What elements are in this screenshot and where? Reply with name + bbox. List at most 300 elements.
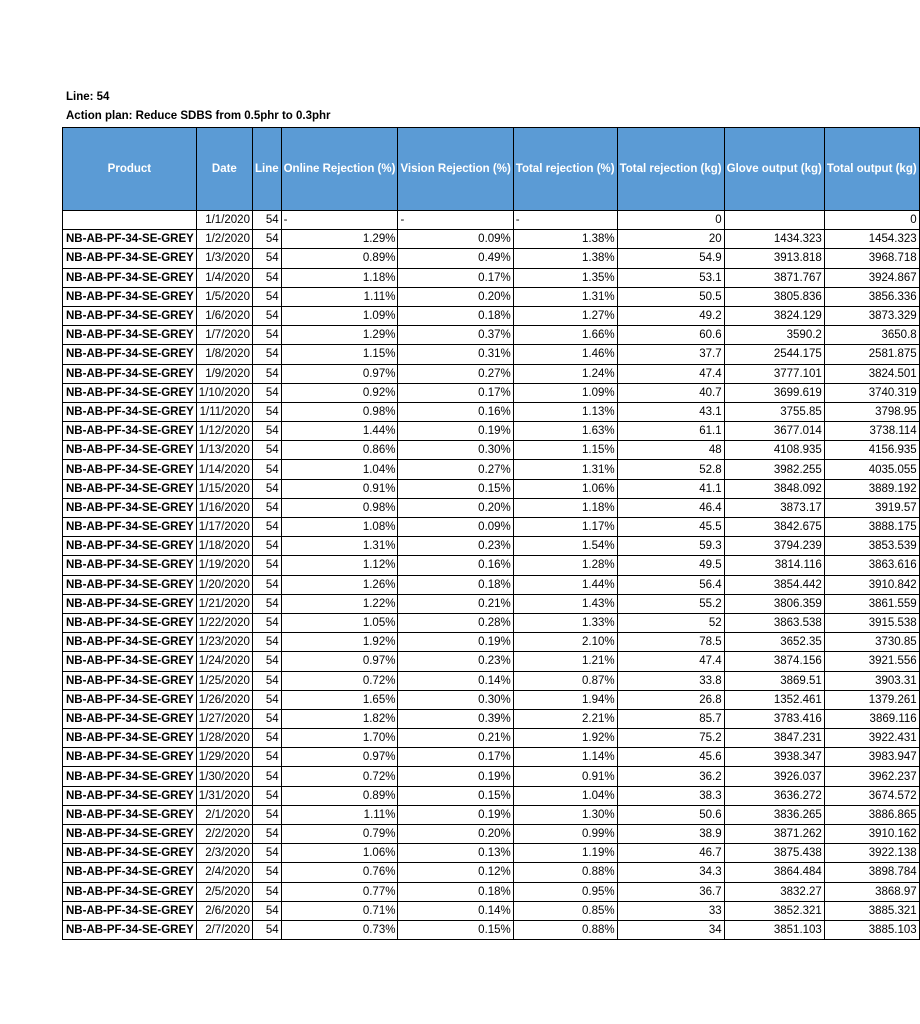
cell-online-rejection: 0.86%: [281, 441, 398, 460]
cell-glove-output: 3852.321: [724, 901, 824, 920]
cell-vision-rejection: 0.49%: [398, 249, 513, 268]
cell-date: 1/28/2020: [196, 729, 252, 748]
cell-total-rejection-pct: 1.35%: [513, 268, 617, 287]
cell-line: 54: [252, 633, 281, 652]
cell-line: 54: [252, 460, 281, 479]
cell-total-output: 3910.162: [824, 825, 919, 844]
table-row: [63, 709, 920, 728]
cell-total-rejection-pct: -: [513, 211, 617, 230]
header-line: Line: [252, 128, 281, 211]
table-row: [63, 652, 920, 671]
cell-vision-rejection: 0.09%: [398, 518, 513, 537]
cell-vision-rejection: 0.13%: [398, 844, 513, 863]
cell-line: 54: [252, 364, 281, 383]
cell-glove-output: 3869.51: [724, 671, 824, 690]
cell-vision-rejection: 0.14%: [398, 901, 513, 920]
cell-total-output: 3983.947: [824, 748, 919, 767]
cell-line: 54: [252, 805, 281, 824]
cell-total-rejection-kg: 50.5: [617, 287, 724, 306]
header-vision-rejection: Vision Rejection (%): [398, 128, 513, 211]
table-row: [63, 633, 920, 652]
cell-glove-output: 3874.156: [724, 652, 824, 671]
cell-total-rejection-kg: 33: [617, 901, 724, 920]
table-row: [63, 364, 920, 383]
cell-date: 1/14/2020: [196, 460, 252, 479]
cell-date: 1/6/2020: [196, 306, 252, 325]
cell-glove-output: 3836.265: [724, 805, 824, 824]
cell-online-rejection: 1.08%: [281, 518, 398, 537]
cell-total-rejection-pct: 1.33%: [513, 613, 617, 632]
cell-line: 54: [252, 594, 281, 613]
cell-total-rejection-kg: 36.7: [617, 882, 724, 901]
cell-product: NB-AB-PF-34-SE-GREY: [63, 825, 197, 844]
cell-online-rejection: 0.92%: [281, 383, 398, 402]
header-glove-output: Glove output (kg): [724, 128, 824, 211]
cell-online-rejection: 1.29%: [281, 326, 398, 345]
table-row: [63, 479, 920, 498]
cell-total-rejection-pct: 1.06%: [513, 479, 617, 498]
cell-line: 54: [252, 441, 281, 460]
cell-glove-output: 3794.239: [724, 537, 824, 556]
header-total-rejection-kg: Total rejection (kg): [617, 128, 724, 211]
cell-total-rejection-kg: 26.8: [617, 690, 724, 709]
cell-glove-output: 3783.416: [724, 709, 824, 728]
cell-line: 54: [252, 402, 281, 421]
cell-glove-output: 3863.538: [724, 613, 824, 632]
cell-vision-rejection: 0.28%: [398, 613, 513, 632]
cell-total-output: 3856.336: [824, 287, 919, 306]
cell-product: [63, 211, 197, 230]
cell-total-rejection-kg: 78.5: [617, 633, 724, 652]
cell-total-rejection-pct: 1.46%: [513, 345, 617, 364]
cell-total-output: 3740.319: [824, 383, 919, 402]
cell-product: NB-AB-PF-34-SE-GREY: [63, 441, 197, 460]
cell-date: 1/9/2020: [196, 364, 252, 383]
cell-glove-output: 4108.935: [724, 441, 824, 460]
cell-total-output: 1379.261: [824, 690, 919, 709]
table-row: [63, 498, 920, 517]
cell-total-rejection-kg: 45.6: [617, 748, 724, 767]
cell-date: 1/26/2020: [196, 690, 252, 709]
cell-product: NB-AB-PF-34-SE-GREY: [63, 518, 197, 537]
cell-date: 1/25/2020: [196, 671, 252, 690]
cell-glove-output: 2544.175: [724, 345, 824, 364]
cell-date: 2/7/2020: [196, 920, 252, 939]
header-total-output: Total output (kg): [824, 128, 919, 211]
cell-online-rejection: 0.97%: [281, 364, 398, 383]
cell-glove-output: 3777.101: [724, 364, 824, 383]
cell-date: 1/23/2020: [196, 633, 252, 652]
cell-vision-rejection: 0.31%: [398, 345, 513, 364]
table-row: [63, 748, 920, 767]
cell-line: 54: [252, 690, 281, 709]
cell-vision-rejection: 0.39%: [398, 709, 513, 728]
cell-product: NB-AB-PF-34-SE-GREY: [63, 594, 197, 613]
cell-product: NB-AB-PF-34-SE-GREY: [63, 402, 197, 421]
cell-total-output: 4035.055: [824, 460, 919, 479]
cell-date: 2/5/2020: [196, 882, 252, 901]
cell-date: 1/10/2020: [196, 383, 252, 402]
header-online-rejection: Online Rejection (%): [281, 128, 398, 211]
cell-glove-output: 3871.767: [724, 268, 824, 287]
cell-line: 54: [252, 345, 281, 364]
cell-online-rejection: 1.05%: [281, 613, 398, 632]
cell-line: 54: [252, 556, 281, 575]
cell-online-rejection: 0.79%: [281, 825, 398, 844]
cell-online-rejection: 0.71%: [281, 901, 398, 920]
cell-total-output: 3674.572: [824, 786, 919, 805]
cell-online-rejection: 1.12%: [281, 556, 398, 575]
cell-product: NB-AB-PF-34-SE-GREY: [63, 498, 197, 517]
cell-date: 1/4/2020: [196, 268, 252, 287]
cell-product: NB-AB-PF-34-SE-GREY: [63, 690, 197, 709]
cell-total-output: 3919.57: [824, 498, 919, 517]
cell-online-rejection: 0.89%: [281, 249, 398, 268]
cell-line: 54: [252, 498, 281, 517]
cell-glove-output: 1434.323: [724, 230, 824, 249]
cell-line: 54: [252, 383, 281, 402]
cell-line: 54: [252, 786, 281, 805]
cell-online-rejection: 0.73%: [281, 920, 398, 939]
cell-total-rejection-pct: 1.09%: [513, 383, 617, 402]
cell-line: 54: [252, 575, 281, 594]
table-row: [63, 306, 920, 325]
cell-total-rejection-kg: 49.2: [617, 306, 724, 325]
cell-glove-output: 3699.619: [724, 383, 824, 402]
cell-product: NB-AB-PF-34-SE-GREY: [63, 345, 197, 364]
cell-total-output: 3962.237: [824, 767, 919, 786]
cell-total-rejection-kg: 47.4: [617, 364, 724, 383]
cell-total-rejection-kg: 43.1: [617, 402, 724, 421]
cell-online-rejection: 1.92%: [281, 633, 398, 652]
cell-total-rejection-pct: 1.38%: [513, 249, 617, 268]
cell-vision-rejection: 0.15%: [398, 479, 513, 498]
cell-date: 1/16/2020: [196, 498, 252, 517]
cell-total-rejection-pct: 1.21%: [513, 652, 617, 671]
cell-total-output: 1454.323: [824, 230, 919, 249]
cell-date: 1/29/2020: [196, 748, 252, 767]
cell-line: 54: [252, 230, 281, 249]
cell-total-rejection-pct: 1.17%: [513, 518, 617, 537]
cell-total-rejection-kg: 33.8: [617, 671, 724, 690]
cell-vision-rejection: 0.09%: [398, 230, 513, 249]
cell-total-output: 3888.175: [824, 518, 919, 537]
cell-vision-rejection: 0.18%: [398, 575, 513, 594]
cell-product: NB-AB-PF-34-SE-GREY: [63, 633, 197, 652]
cell-product: NB-AB-PF-34-SE-GREY: [63, 364, 197, 383]
cell-line: 54: [252, 767, 281, 786]
cell-line: 54: [252, 422, 281, 441]
table-row: [63, 805, 920, 824]
cell-product: NB-AB-PF-34-SE-GREY: [63, 268, 197, 287]
cell-glove-output: 3851.103: [724, 920, 824, 939]
table-row: [63, 441, 920, 460]
cell-vision-rejection: 0.20%: [398, 287, 513, 306]
table-row: [63, 211, 920, 230]
table-row: [63, 767, 920, 786]
table-row: [63, 402, 920, 421]
cell-total-output: 3873.329: [824, 306, 919, 325]
cell-line: 54: [252, 211, 281, 230]
cell-date: 1/15/2020: [196, 479, 252, 498]
cell-date: 2/2/2020: [196, 825, 252, 844]
cell-line: 54: [252, 613, 281, 632]
cell-product: NB-AB-PF-34-SE-GREY: [63, 863, 197, 882]
cell-total-rejection-pct: 1.31%: [513, 460, 617, 479]
cell-product: NB-AB-PF-34-SE-GREY: [63, 729, 197, 748]
cell-line: 54: [252, 729, 281, 748]
cell-line: 54: [252, 306, 281, 325]
cell-online-rejection: 1.65%: [281, 690, 398, 709]
cell-glove-output: 3875.438: [724, 844, 824, 863]
cell-online-rejection: 0.91%: [281, 479, 398, 498]
table-row: [63, 863, 920, 882]
cell-line: 54: [252, 537, 281, 556]
cell-glove-output: 3805.836: [724, 287, 824, 306]
cell-glove-output: 3590.2: [724, 326, 824, 345]
cell-glove-output: 3636.272: [724, 786, 824, 805]
cell-vision-rejection: 0.23%: [398, 652, 513, 671]
cell-date: 1/19/2020: [196, 556, 252, 575]
cell-product: NB-AB-PF-34-SE-GREY: [63, 306, 197, 325]
cell-total-rejection-kg: 37.7: [617, 345, 724, 364]
cell-product: NB-AB-PF-34-SE-GREY: [63, 249, 197, 268]
cell-line: 54: [252, 671, 281, 690]
cell-online-rejection: 1.09%: [281, 306, 398, 325]
cell-product: NB-AB-PF-34-SE-GREY: [63, 767, 197, 786]
cell-glove-output: 3982.255: [724, 460, 824, 479]
cell-vision-rejection: 0.16%: [398, 402, 513, 421]
cell-product: NB-AB-PF-34-SE-GREY: [63, 844, 197, 863]
cell-total-rejection-pct: 1.04%: [513, 786, 617, 805]
cell-vision-rejection: 0.19%: [398, 633, 513, 652]
cell-total-rejection-kg: 34: [617, 920, 724, 939]
cell-online-rejection: 1.04%: [281, 460, 398, 479]
cell-glove-output: 3652.35: [724, 633, 824, 652]
action-plan-label: Action plan: Reduce SDBS from 0.5phr to 0.3phr: [66, 110, 331, 122]
table-row: [63, 729, 920, 748]
cell-total-rejection-pct: 1.24%: [513, 364, 617, 383]
cell-total-rejection-pct: 2.10%: [513, 633, 617, 652]
cell-date: 1/5/2020: [196, 287, 252, 306]
cell-product: NB-AB-PF-34-SE-GREY: [63, 613, 197, 632]
cell-product: NB-AB-PF-34-SE-GREY: [63, 287, 197, 306]
cell-vision-rejection: 0.17%: [398, 383, 513, 402]
cell-total-rejection-pct: 1.63%: [513, 422, 617, 441]
cell-online-rejection: 1.18%: [281, 268, 398, 287]
cell-product: NB-AB-PF-34-SE-GREY: [63, 537, 197, 556]
cell-glove-output: 3847.231: [724, 729, 824, 748]
cell-glove-output: 3824.129: [724, 306, 824, 325]
cell-date: 1/17/2020: [196, 518, 252, 537]
table-row: [63, 518, 920, 537]
cell-line: 54: [252, 709, 281, 728]
cell-line: 54: [252, 844, 281, 863]
table-row: [63, 383, 920, 402]
cell-total-rejection-pct: 1.31%: [513, 287, 617, 306]
rejection-table: [62, 127, 920, 940]
cell-vision-rejection: 0.19%: [398, 805, 513, 824]
cell-date: 1/24/2020: [196, 652, 252, 671]
cell-total-rejection-kg: 55.2: [617, 594, 724, 613]
cell-product: NB-AB-PF-34-SE-GREY: [63, 230, 197, 249]
cell-date: 2/6/2020: [196, 901, 252, 920]
cell-date: 1/22/2020: [196, 613, 252, 632]
cell-line: 54: [252, 825, 281, 844]
cell-online-rejection: 0.98%: [281, 402, 398, 421]
table-row: [63, 345, 920, 364]
cell-total-rejection-kg: 48: [617, 441, 724, 460]
cell-glove-output: 1352.461: [724, 690, 824, 709]
cell-total-output: 3922.431: [824, 729, 919, 748]
table-row: [63, 575, 920, 594]
cell-vision-rejection: 0.37%: [398, 326, 513, 345]
cell-total-rejection-kg: 52: [617, 613, 724, 632]
cell-product: NB-AB-PF-34-SE-GREY: [63, 786, 197, 805]
cell-glove-output: 3938.347: [724, 748, 824, 767]
cell-line: 54: [252, 901, 281, 920]
cell-glove-output: 3806.359: [724, 594, 824, 613]
cell-vision-rejection: 0.20%: [398, 825, 513, 844]
cell-vision-rejection: 0.20%: [398, 498, 513, 517]
cell-date: 1/7/2020: [196, 326, 252, 345]
cell-online-rejection: 1.70%: [281, 729, 398, 748]
cell-total-output: 3861.559: [824, 594, 919, 613]
cell-product: NB-AB-PF-34-SE-GREY: [63, 575, 197, 594]
cell-vision-rejection: 0.27%: [398, 364, 513, 383]
cell-vision-rejection: 0.16%: [398, 556, 513, 575]
table-row: [63, 594, 920, 613]
cell-total-rejection-kg: 41.1: [617, 479, 724, 498]
cell-product: NB-AB-PF-34-SE-GREY: [63, 556, 197, 575]
cell-online-rejection: 1.26%: [281, 575, 398, 594]
cell-line: 54: [252, 863, 281, 882]
cell-total-rejection-kg: 60.6: [617, 326, 724, 345]
cell-online-rejection: 1.11%: [281, 287, 398, 306]
table-row: [63, 422, 920, 441]
cell-total-rejection-pct: 1.38%: [513, 230, 617, 249]
cell-date: 1/3/2020: [196, 249, 252, 268]
cell-vision-rejection: 0.19%: [398, 422, 513, 441]
cell-vision-rejection: 0.15%: [398, 920, 513, 939]
cell-total-rejection-pct: 0.95%: [513, 882, 617, 901]
table-row: [63, 249, 920, 268]
cell-total-rejection-pct: 0.87%: [513, 671, 617, 690]
cell-date: 1/2/2020: [196, 230, 252, 249]
cell-product: NB-AB-PF-34-SE-GREY: [63, 479, 197, 498]
cell-total-rejection-kg: 75.2: [617, 729, 724, 748]
cell-date: 1/12/2020: [196, 422, 252, 441]
cell-total-rejection-pct: 1.19%: [513, 844, 617, 863]
cell-date: 1/30/2020: [196, 767, 252, 786]
cell-product: NB-AB-PF-34-SE-GREY: [63, 805, 197, 824]
cell-total-rejection-pct: 1.15%: [513, 441, 617, 460]
table-row: [63, 326, 920, 345]
cell-vision-rejection: 0.30%: [398, 441, 513, 460]
cell-line: 54: [252, 326, 281, 345]
table-row: [63, 844, 920, 863]
cell-product: NB-AB-PF-34-SE-GREY: [63, 460, 197, 479]
cell-vision-rejection: 0.12%: [398, 863, 513, 882]
cell-date: 1/18/2020: [196, 537, 252, 556]
cell-product: NB-AB-PF-34-SE-GREY: [63, 671, 197, 690]
cell-line: 54: [252, 882, 281, 901]
cell-total-rejection-kg: 53.1: [617, 268, 724, 287]
cell-product: NB-AB-PF-34-SE-GREY: [63, 326, 197, 345]
cell-product: NB-AB-PF-34-SE-GREY: [63, 901, 197, 920]
cell-total-output: 3886.865: [824, 805, 919, 824]
cell-vision-rejection: 0.17%: [398, 268, 513, 287]
cell-total-output: 3869.116: [824, 709, 919, 728]
cell-total-output: 3903.31: [824, 671, 919, 690]
cell-date: 2/4/2020: [196, 863, 252, 882]
cell-online-rejection: 0.98%: [281, 498, 398, 517]
cell-online-rejection: 1.11%: [281, 805, 398, 824]
cell-total-output: 3738.114: [824, 422, 919, 441]
cell-total-rejection-pct: 1.44%: [513, 575, 617, 594]
table-header-row: [63, 128, 920, 211]
cell-total-rejection-pct: 1.43%: [513, 594, 617, 613]
cell-total-rejection-pct: 1.28%: [513, 556, 617, 575]
cell-total-rejection-kg: 52.8: [617, 460, 724, 479]
cell-glove-output: 3814.116: [724, 556, 824, 575]
cell-total-rejection-kg: 46.4: [617, 498, 724, 517]
cell-glove-output: 3677.014: [724, 422, 824, 441]
cell-total-output: 3921.556: [824, 652, 919, 671]
cell-online-rejection: 1.44%: [281, 422, 398, 441]
cell-date: 1/8/2020: [196, 345, 252, 364]
table-row: [63, 882, 920, 901]
table-row: [63, 460, 920, 479]
cell-line: 54: [252, 479, 281, 498]
cell-total-output: 3968.718: [824, 249, 919, 268]
cell-total-output: 3798.95: [824, 402, 919, 421]
cell-date: 1/21/2020: [196, 594, 252, 613]
cell-total-output: 3730.85: [824, 633, 919, 652]
cell-vision-rejection: 0.21%: [398, 594, 513, 613]
table-row: [63, 230, 920, 249]
cell-online-rejection: 1.06%: [281, 844, 398, 863]
table-row: [63, 671, 920, 690]
cell-glove-output: 3913.818: [724, 249, 824, 268]
cell-glove-output: 3854.442: [724, 575, 824, 594]
cell-vision-rejection: 0.23%: [398, 537, 513, 556]
cell-date: 1/11/2020: [196, 402, 252, 421]
cell-total-rejection-pct: 1.13%: [513, 402, 617, 421]
table-row: [63, 825, 920, 844]
cell-glove-output: 3864.484: [724, 863, 824, 882]
cell-vision-rejection: 0.18%: [398, 882, 513, 901]
cell-vision-rejection: -: [398, 211, 513, 230]
line-label: Line: 54: [66, 91, 110, 103]
cell-total-rejection-pct: 1.18%: [513, 498, 617, 517]
cell-glove-output: 3842.675: [724, 518, 824, 537]
cell-line: 54: [252, 268, 281, 287]
cell-online-rejection: 0.97%: [281, 748, 398, 767]
cell-total-output: 3863.616: [824, 556, 919, 575]
cell-line: 54: [252, 748, 281, 767]
cell-line: 54: [252, 518, 281, 537]
cell-line: 54: [252, 249, 281, 268]
cell-online-rejection: 0.77%: [281, 882, 398, 901]
cell-glove-output: 3873.17: [724, 498, 824, 517]
cell-total-rejection-kg: 20: [617, 230, 724, 249]
cell-vision-rejection: 0.30%: [398, 690, 513, 709]
cell-total-rejection-kg: 34.3: [617, 863, 724, 882]
cell-total-output: 3824.501: [824, 364, 919, 383]
cell-product: NB-AB-PF-34-SE-GREY: [63, 383, 197, 402]
cell-total-rejection-kg: 59.3: [617, 537, 724, 556]
